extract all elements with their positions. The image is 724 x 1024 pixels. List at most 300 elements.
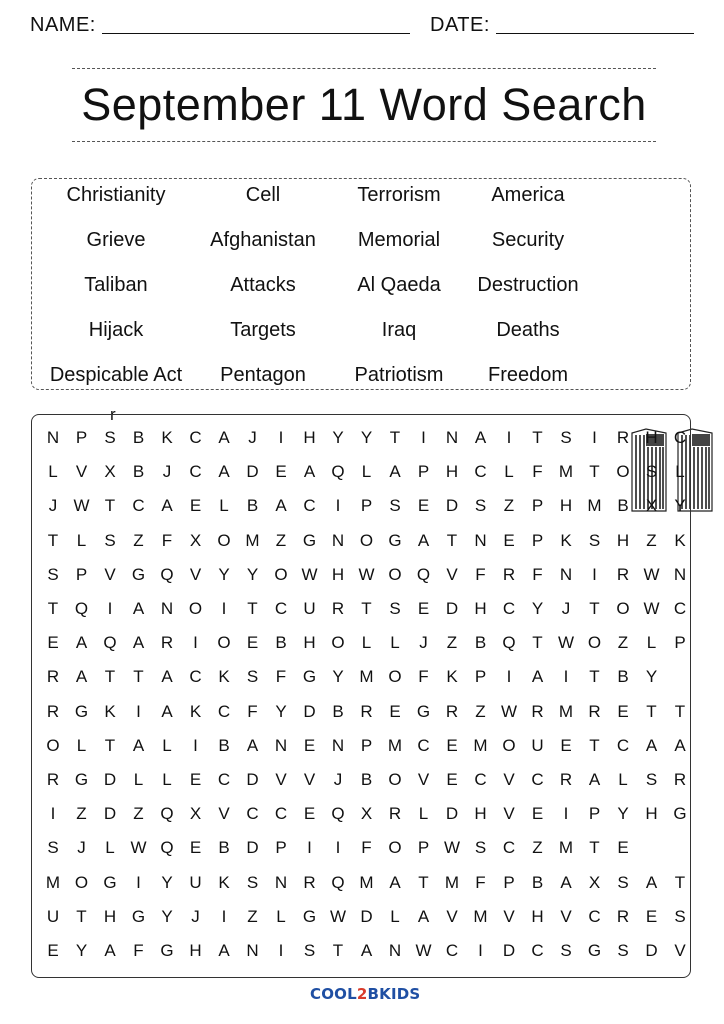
grid-cell[interactable]: T	[532, 633, 543, 653]
grid-cell[interactable]: T	[589, 462, 600, 482]
grid-cell[interactable]: A	[132, 633, 145, 653]
grid-cell[interactable]: N	[559, 564, 573, 584]
grid-cell[interactable]: O	[217, 530, 231, 550]
grid-cell[interactable]: I	[193, 735, 198, 755]
grid-cell[interactable]: P	[275, 838, 287, 858]
grid-cell[interactable]: L	[276, 906, 286, 926]
grid-cell[interactable]: P	[474, 667, 487, 687]
grid-cell[interactable]: C	[217, 770, 231, 789]
grid-cell[interactable]: P	[417, 838, 430, 858]
grid-cell[interactable]: A	[417, 530, 430, 550]
grid-cell[interactable]: G	[416, 701, 431, 721]
grid-cell[interactable]: W	[443, 838, 461, 858]
grid-cell[interactable]: G	[587, 941, 602, 960]
grid-cell[interactable]: F	[475, 564, 486, 584]
grid-cell[interactable]: R	[616, 906, 630, 926]
grid-cell[interactable]: C	[588, 906, 601, 926]
grid-cell[interactable]: L	[390, 633, 400, 653]
grid-cell[interactable]: V	[75, 462, 88, 482]
grid-cell[interactable]: S	[560, 428, 572, 447]
grid-cell[interactable]: A	[218, 941, 230, 960]
grid-cell[interactable]: K	[560, 530, 572, 550]
grid-cell[interactable]: Z	[617, 633, 629, 653]
grid-cell[interactable]: P	[503, 872, 515, 892]
grid-cell[interactable]: A	[645, 872, 658, 892]
grid-cell[interactable]: I	[563, 667, 569, 687]
date-field-line[interactable]	[496, 33, 694, 34]
grid-cell[interactable]: R	[502, 564, 516, 584]
grid-cell[interactable]: K	[218, 872, 230, 892]
grid-cell[interactable]: M	[473, 906, 488, 926]
grid-cell[interactable]: W	[73, 496, 90, 516]
grid-cell[interactable]: T	[646, 701, 657, 721]
grid-cell[interactable]: H	[531, 906, 544, 926]
grid-cell[interactable]: E	[189, 770, 202, 789]
grid-cell[interactable]: T	[674, 701, 686, 721]
grid-cell[interactable]: G	[131, 906, 146, 926]
grid-cell[interactable]: I	[107, 599, 113, 618]
grid-cell[interactable]: X	[588, 872, 601, 892]
grid-cell[interactable]: G	[673, 804, 687, 824]
grid-cell[interactable]: J	[248, 428, 257, 447]
grid-cell[interactable]: C	[474, 770, 487, 789]
grid-cell[interactable]: N	[445, 428, 459, 447]
grid-cell[interactable]: O	[74, 872, 89, 892]
grid-cell[interactable]: W	[500, 701, 518, 721]
grid-cell[interactable]: S	[303, 941, 316, 960]
grid-cell[interactable]: L	[76, 735, 87, 755]
grid-cell[interactable]: A	[132, 735, 145, 755]
grid-cell[interactable]: U	[189, 872, 202, 892]
grid-cell[interactable]: U	[46, 906, 60, 926]
grid-cell[interactable]: Z	[446, 633, 458, 653]
grid-cell[interactable]: N	[274, 735, 288, 755]
grid-cell[interactable]: I	[278, 941, 284, 960]
grid-cell[interactable]: Q	[74, 599, 89, 618]
grid-cell[interactable]: W	[415, 941, 432, 960]
name-field-line[interactable]	[102, 33, 410, 34]
grid-cell[interactable]: E	[417, 496, 430, 516]
grid-cell[interactable]: E	[47, 941, 59, 960]
grid-cell[interactable]: Y	[674, 496, 686, 516]
grid-cell[interactable]: C	[303, 496, 316, 516]
grid-cell[interactable]: F	[133, 941, 144, 960]
grid-cell[interactable]: A	[161, 701, 173, 721]
grid-cell[interactable]: Y	[360, 428, 373, 447]
grid-cell[interactable]: T	[589, 735, 600, 755]
grid-cell[interactable]: E	[503, 530, 515, 550]
grid-cell[interactable]: I	[335, 838, 341, 858]
grid-cell[interactable]: E	[446, 735, 458, 755]
grid-cell[interactable]: W	[130, 838, 147, 858]
grid-cell[interactable]: T	[332, 941, 344, 960]
grid-cell[interactable]: T	[76, 906, 87, 926]
grid-cell[interactable]: O	[46, 735, 60, 755]
grid-cell[interactable]: G	[302, 667, 317, 687]
grid-cell[interactable]: B	[531, 872, 544, 892]
grid-cell[interactable]: Z	[532, 838, 543, 858]
grid-cell[interactable]: A	[474, 428, 487, 447]
grid-cell[interactable]: T	[389, 428, 401, 447]
grid-cell[interactable]: S	[389, 496, 401, 516]
grid-cell[interactable]: C	[531, 770, 544, 789]
grid-cell[interactable]: P	[360, 735, 373, 755]
grid-cell[interactable]: N	[388, 941, 402, 960]
grid-cell[interactable]: T	[247, 599, 258, 618]
grid-cell[interactable]: E	[560, 735, 572, 755]
grid-cell[interactable]: Y	[531, 599, 544, 618]
grid-cell[interactable]: X	[645, 496, 658, 516]
grid-cell[interactable]: H	[616, 530, 630, 550]
grid-cell[interactable]: R	[445, 701, 459, 721]
grid-cell[interactable]: D	[445, 804, 459, 824]
grid-cell[interactable]: T	[104, 496, 116, 516]
grid-cell[interactable]: C	[531, 941, 544, 960]
grid-cell[interactable]: L	[162, 735, 172, 755]
grid-cell[interactable]: V	[189, 564, 202, 584]
grid-cell[interactable]: V	[446, 906, 458, 926]
grid-cell[interactable]: C	[189, 667, 202, 687]
grid-cell[interactable]: V	[674, 941, 686, 960]
grid-cell[interactable]: O	[587, 633, 602, 653]
grid-cell[interactable]: R	[46, 770, 60, 789]
grid-cell[interactable]: D	[246, 462, 259, 482]
grid-cell[interactable]: C	[217, 701, 231, 721]
grid-cell[interactable]: B	[474, 633, 487, 653]
grid-cell[interactable]: M	[359, 667, 374, 687]
grid-cell[interactable]: I	[506, 428, 512, 447]
grid-cell[interactable]: H	[474, 599, 487, 618]
grid-cell[interactable]: A	[218, 462, 230, 482]
grid-cell[interactable]: W	[329, 906, 347, 926]
grid-cell[interactable]: G	[131, 564, 146, 584]
grid-cell[interactable]: Q	[502, 633, 516, 653]
grid-cell[interactable]: Y	[161, 906, 173, 926]
grid-cell[interactable]: S	[645, 462, 658, 482]
grid-cell[interactable]: J	[77, 838, 86, 858]
grid-cell[interactable]: A	[360, 941, 373, 960]
grid-cell[interactable]: H	[559, 496, 573, 516]
grid-cell[interactable]: L	[162, 770, 172, 789]
grid-cell[interactable]: S	[104, 428, 116, 447]
grid-cell[interactable]: T	[589, 599, 600, 618]
grid-cell[interactable]: M	[359, 872, 374, 892]
grid-cell[interactable]: P	[75, 564, 88, 584]
grid-cell[interactable]: Z	[133, 530, 144, 550]
grid-cell[interactable]: N	[274, 872, 288, 892]
grid-cell[interactable]: R	[588, 701, 601, 721]
grid-cell[interactable]: Q	[331, 462, 345, 482]
grid-cell[interactable]: C	[445, 941, 459, 960]
grid-cell[interactable]: X	[189, 804, 202, 824]
grid-cell[interactable]: O	[616, 462, 630, 482]
grid-cell[interactable]: M	[558, 462, 574, 482]
grid-cell[interactable]: N	[673, 564, 687, 584]
grid-cell[interactable]: O	[388, 770, 402, 789]
grid-cell[interactable]: I	[592, 564, 597, 584]
grid-cell[interactable]: F	[475, 872, 486, 892]
grid-cell[interactable]: A	[674, 735, 686, 755]
grid-cell[interactable]: I	[563, 804, 569, 824]
grid-cell[interactable]: S	[560, 941, 572, 960]
grid-cell[interactable]: L	[361, 462, 372, 482]
grid-cell[interactable]: K	[218, 667, 230, 687]
grid-cell[interactable]: E	[189, 496, 202, 516]
grid-cell[interactable]: C	[274, 804, 288, 824]
grid-cell[interactable]: V	[417, 770, 430, 789]
grid-cell[interactable]: A	[417, 906, 430, 926]
grid-cell[interactable]: Q	[103, 633, 117, 653]
grid-cell[interactable]: W	[557, 633, 575, 653]
grid-cell[interactable]: S	[674, 906, 686, 926]
grid-cell[interactable]: O	[502, 735, 516, 755]
grid-cell[interactable]: Q	[160, 838, 174, 858]
grid-cell[interactable]: S	[474, 838, 487, 858]
grid-cell[interactable]: U	[531, 735, 544, 755]
grid-cell[interactable]: R	[388, 804, 402, 824]
grid-cell[interactable]: I	[50, 804, 56, 824]
grid-cell[interactable]: T	[361, 599, 372, 618]
grid-cell[interactable]: E	[246, 633, 259, 653]
grid-cell[interactable]: R	[360, 701, 373, 721]
grid-cell[interactable]: Z	[247, 906, 258, 926]
grid-cell[interactable]: H	[445, 462, 459, 482]
grid-cell[interactable]: G	[302, 530, 317, 550]
grid-cell[interactable]: F	[161, 530, 173, 550]
grid-cell[interactable]: I	[307, 838, 312, 858]
grid-cell[interactable]: O	[388, 667, 402, 687]
grid-cell[interactable]: A	[275, 496, 287, 516]
grid-cell[interactable]: M	[558, 838, 574, 858]
grid-cell[interactable]: N	[331, 735, 345, 755]
grid-cell[interactable]: Y	[275, 701, 287, 721]
grid-cell[interactable]: A	[303, 462, 316, 482]
grid-cell[interactable]: R	[160, 633, 174, 653]
grid-cell[interactable]: E	[617, 838, 629, 858]
grid-cell[interactable]: R	[559, 770, 573, 789]
grid-cell[interactable]: H	[303, 633, 316, 653]
grid-cell[interactable]: A	[104, 941, 116, 960]
grid-cell[interactable]: Z	[76, 804, 87, 824]
grid-cell[interactable]: L	[646, 633, 657, 653]
grid-cell[interactable]: D	[246, 770, 259, 789]
grid-cell[interactable]: A	[75, 633, 88, 653]
grid-cell[interactable]: G	[302, 906, 317, 926]
grid-cell[interactable]: D	[103, 770, 117, 789]
grid-cell[interactable]: S	[104, 530, 116, 550]
grid-cell[interactable]: I	[478, 941, 483, 960]
grid-cell[interactable]: Z	[646, 530, 657, 550]
grid-cell[interactable]: C	[502, 838, 516, 858]
grid-cell[interactable]: M	[444, 872, 460, 892]
grid-cell[interactable]: F	[275, 667, 287, 687]
grid-cell[interactable]: G	[103, 872, 117, 892]
grid-cell[interactable]: I	[506, 667, 512, 687]
grid-cell[interactable]: Q	[416, 564, 431, 584]
grid-cell[interactable]: Y	[645, 667, 658, 687]
grid-cell[interactable]: I	[278, 428, 284, 447]
grid-cell[interactable]: R	[331, 599, 345, 618]
grid-cell[interactable]: H	[103, 906, 117, 926]
grid-cell[interactable]: E	[275, 462, 287, 482]
grid-cell[interactable]: R	[616, 564, 630, 584]
grid-cell[interactable]: H	[189, 941, 202, 960]
grid-cell[interactable]: J	[561, 599, 571, 618]
grid-cell[interactable]: C	[417, 735, 430, 755]
grid-cell[interactable]: A	[132, 599, 145, 618]
grid-cell[interactable]: H	[331, 564, 345, 584]
grid-cell[interactable]: O	[388, 564, 402, 584]
grid-cell[interactable]: I	[221, 906, 227, 926]
grid-cell[interactable]: R	[303, 872, 316, 892]
grid-cell[interactable]: O	[331, 633, 345, 653]
grid-cell[interactable]: L	[418, 804, 429, 824]
grid-cell[interactable]: I	[193, 633, 198, 653]
grid-cell[interactable]: L	[105, 838, 115, 858]
grid-cell[interactable]: X	[104, 462, 116, 482]
grid-cell[interactable]: F	[247, 701, 258, 721]
grid-cell[interactable]: D	[502, 941, 516, 960]
grid-cell[interactable]: X	[360, 804, 373, 824]
grid-cell[interactable]: L	[504, 462, 514, 482]
grid-cell[interactable]: H	[645, 428, 658, 447]
grid-cell[interactable]: V	[446, 564, 458, 584]
grid-cell[interactable]: N	[246, 941, 259, 960]
grid-cell[interactable]: T	[589, 838, 600, 858]
grid-cell[interactable]: T	[674, 872, 686, 892]
grid-cell[interactable]: T	[589, 667, 600, 687]
grid-cell[interactable]: F	[532, 564, 543, 584]
grid-cell[interactable]: J	[48, 496, 58, 516]
grid-cell[interactable]: E	[417, 599, 430, 618]
grid-cell[interactable]: W	[358, 564, 375, 584]
grid-cell[interactable]: M	[558, 701, 574, 721]
grid-cell[interactable]: E	[47, 633, 59, 653]
grid-cell[interactable]: B	[617, 667, 629, 687]
grid-cell[interactable]: P	[531, 496, 544, 516]
grid-cell[interactable]: C	[274, 599, 288, 618]
grid-cell[interactable]: Y	[246, 564, 259, 584]
grid-cell[interactable]: G	[74, 770, 89, 789]
grid-cell[interactable]: S	[617, 872, 629, 892]
grid-cell[interactable]: E	[446, 770, 458, 789]
grid-cell[interactable]: Z	[133, 804, 144, 824]
grid-cell[interactable]: V	[218, 804, 230, 824]
grid-cell[interactable]: G	[388, 530, 402, 550]
grid-cell[interactable]: V	[275, 770, 287, 789]
grid-cell[interactable]: I	[335, 496, 341, 516]
grid-cell[interactable]: V	[503, 906, 515, 926]
grid-cell[interactable]: L	[133, 770, 144, 789]
grid-cell[interactable]: L	[76, 530, 87, 550]
grid-cell[interactable]: E	[303, 804, 316, 824]
grid-cell[interactable]: A	[560, 872, 572, 892]
grid-cell[interactable]: B	[360, 770, 373, 789]
grid-cell[interactable]: I	[136, 872, 141, 892]
grid-cell[interactable]: B	[218, 735, 230, 755]
grid-cell[interactable]: A	[645, 735, 658, 755]
grid-cell[interactable]: K	[674, 530, 686, 550]
grid-cell[interactable]: F	[532, 462, 543, 482]
grid-cell[interactable]: H	[303, 428, 316, 447]
grid-cell[interactable]: C	[474, 462, 487, 482]
grid-cell[interactable]: I	[221, 599, 227, 618]
grid-cell[interactable]: N	[160, 599, 174, 618]
grid-cell[interactable]: O	[616, 599, 630, 618]
grid-cell[interactable]: I	[421, 428, 426, 447]
grid-cell[interactable]: Z	[275, 530, 287, 550]
grid-cell[interactable]: A	[161, 667, 173, 687]
grid-cell[interactable]: H	[645, 804, 658, 824]
grid-cell[interactable]: T	[104, 667, 116, 687]
grid-cell[interactable]: M	[387, 735, 403, 755]
grid-cell[interactable]: B	[332, 701, 344, 721]
grid-cell[interactable]: B	[275, 633, 287, 653]
grid-cell[interactable]: L	[675, 462, 685, 482]
grid-cell[interactable]: A	[389, 462, 401, 482]
grid-cell[interactable]: F	[418, 667, 429, 687]
grid-cell[interactable]: Z	[475, 701, 486, 721]
grid-cell[interactable]: K	[161, 428, 173, 447]
grid-cell[interactable]: S	[588, 530, 601, 550]
grid-cell[interactable]: N	[46, 428, 60, 447]
grid-cell[interactable]: T	[532, 428, 543, 447]
grid-cell[interactable]: Z	[503, 496, 515, 516]
grid-cell[interactable]: T	[133, 667, 144, 687]
grid-cell[interactable]: Q	[331, 804, 345, 824]
grid-cell[interactable]: Y	[617, 804, 629, 824]
grid-cell[interactable]: Y	[75, 941, 88, 960]
grid-cell[interactable]: R	[673, 770, 687, 789]
grid-cell[interactable]: E	[531, 804, 544, 824]
grid-cell[interactable]: Y	[332, 428, 344, 447]
grid-cell[interactable]: B	[132, 462, 145, 482]
grid-cell[interactable]: O	[188, 599, 203, 618]
grid-cell[interactable]: S	[645, 770, 658, 789]
grid-cell[interactable]: Y	[218, 564, 230, 584]
grid-cell[interactable]: J	[162, 462, 172, 482]
grid-cell[interactable]: C	[189, 462, 202, 482]
grid-cell[interactable]: L	[618, 770, 628, 789]
grid-cell[interactable]: Q	[160, 804, 174, 824]
grid-cell[interactable]: M	[473, 735, 488, 755]
grid-cell[interactable]: Q	[331, 872, 345, 892]
grid-cell[interactable]: R	[46, 667, 60, 687]
grid-cell[interactable]: J	[419, 633, 428, 653]
grid-cell[interactable]: O	[388, 838, 402, 858]
grid-cell[interactable]: B	[617, 496, 629, 516]
grid-cell[interactable]: T	[47, 599, 59, 618]
grid-cell[interactable]: V	[303, 770, 316, 789]
grid-cell[interactable]: K	[104, 701, 116, 721]
grid-cell[interactable]: B	[132, 428, 145, 447]
grid-cell[interactable]: P	[531, 530, 544, 550]
grid-cell[interactable]: T	[47, 530, 59, 550]
grid-cell[interactable]: D	[103, 804, 117, 824]
grid-cell[interactable]: F	[361, 838, 372, 858]
grid-cell[interactable]: C	[502, 599, 516, 618]
grid-cell[interactable]: W	[643, 599, 660, 618]
grid-cell[interactable]: O	[274, 564, 288, 584]
grid-cell[interactable]: S	[47, 564, 59, 584]
grid-cell[interactable]: E	[303, 735, 316, 755]
grid-cell[interactable]: Y	[332, 667, 344, 687]
grid-cell[interactable]: T	[446, 530, 458, 550]
grid-cell[interactable]: P	[674, 633, 686, 653]
grid-cell[interactable]: T	[104, 735, 116, 755]
grid-cell[interactable]: S	[246, 872, 259, 892]
grid-cell[interactable]: T	[418, 872, 429, 892]
